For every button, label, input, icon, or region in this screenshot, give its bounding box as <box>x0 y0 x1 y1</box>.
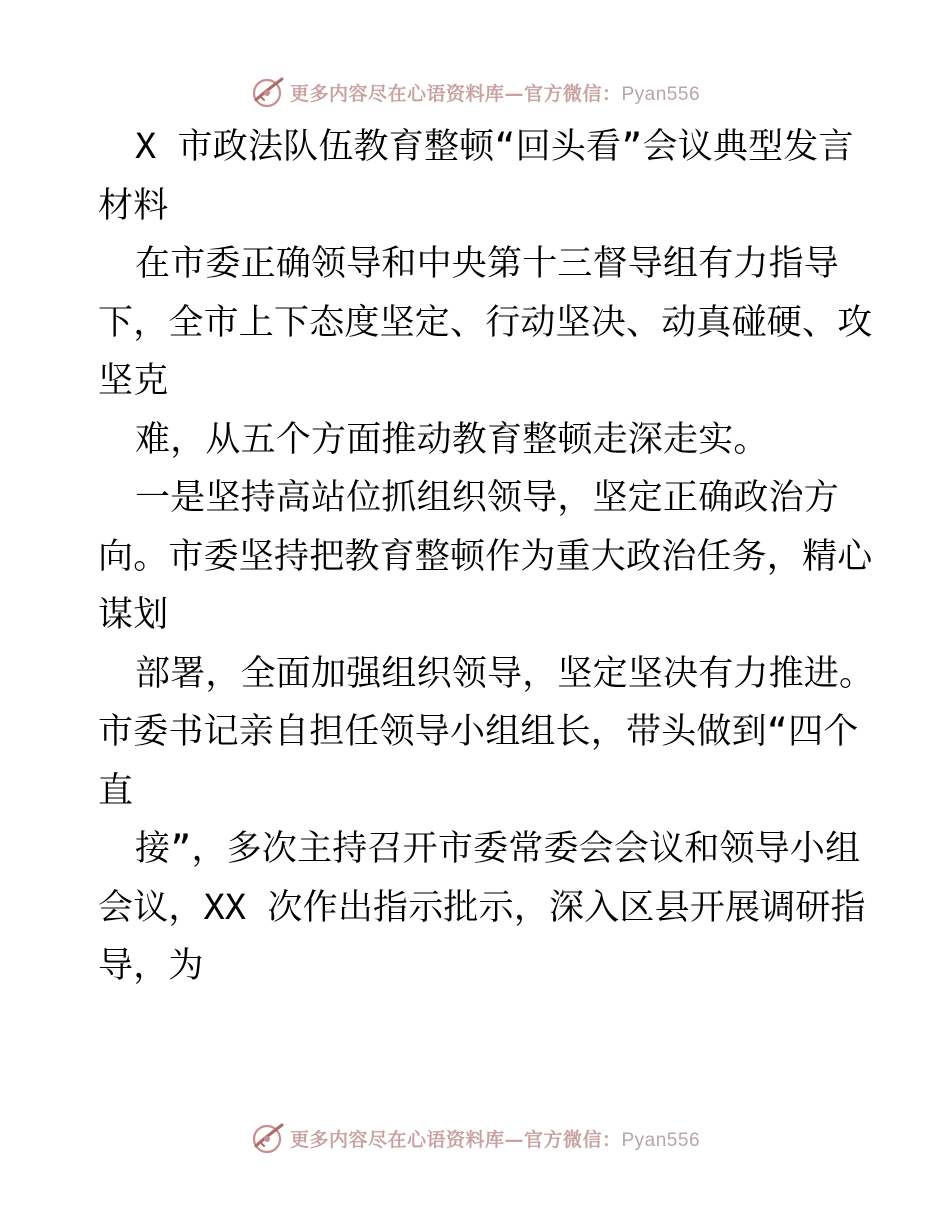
document-line: 谋划 <box>98 595 169 635</box>
document-line: 材料 <box>98 185 169 226</box>
document-line: 下，全市上下态度坚定、行动坚决、动真碰硬、攻 <box>98 302 873 343</box>
watermark-text: 更多内容尽在心语资料库—官方微信：Pyan556 <box>289 1128 701 1151</box>
document-line: 向。市委坚持把教育整顿作为重大政治任务，精心 <box>98 536 873 577</box>
document-line: 导，为 <box>98 946 204 986</box>
document-line: 坚克 <box>98 361 169 401</box>
watermark-header <box>0 72 950 112</box>
document-line: 会议，XX 次作出指示批示，深入区县开展调研指 <box>98 887 866 928</box>
document-line: 接”，多次主持召开市委常委会会议和领导小组 <box>135 829 861 869</box>
document-line: 部署，全面加强组织领导，坚定坚决有力推进。 <box>135 653 875 694</box>
watermark-footer <box>0 1118 950 1158</box>
document-line: 直 <box>98 770 134 811</box>
watermark-wechat-id: Pyan556 <box>621 1129 701 1151</box>
pen-circle-logo-icon <box>250 1120 286 1156</box>
pen-circle-logo-icon <box>250 74 286 110</box>
watermark-wechat-id: Pyan556 <box>621 83 701 105</box>
document-line: X 市政法队伍教育整顿“回头看”会议典型发言 <box>135 127 854 167</box>
document-line: 一是坚持高站位抓组织领导，坚定正确政治方 <box>135 478 840 518</box>
document-body <box>98 118 875 996</box>
document-line: 难，从五个方面推动教育整顿走深走实。 <box>135 419 769 460</box>
watermark-text: 更多内容尽在心语资料库—官方微信：Pyan556 <box>289 82 701 105</box>
document-line: 在市委正确领导和中央第十三督导组有力指导 <box>135 244 840 284</box>
document-line: 市委书记亲自担任领导小组组长，带头做到“四个 <box>98 712 859 752</box>
